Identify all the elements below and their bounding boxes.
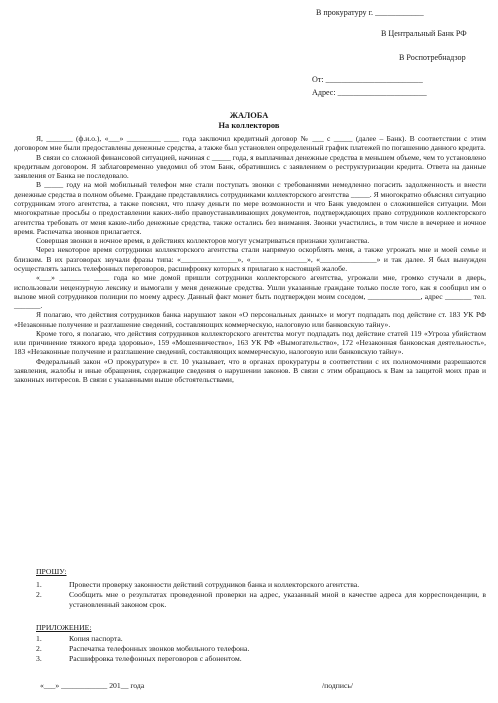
list-item-text: Копия паспорта.	[69, 634, 123, 643]
paragraph: Федеральный закон «О прокуратуре» в ст. 10 указывает, что в органах прокуратуры в соответствии с их полномочиями разрешаются заявления, жалобы и иные обращения, содержащие сведения о нарушении законов. В связи с этим обращаюсь к Вам за защитой моих прав и законных интересов. В связи с указанными выше обстоятельствами,	[14, 356, 486, 385]
paragraph: «___» ________ ____ года ко мне домой пришли сотрудники коллекторского агентства, угрожали мне, громко стучали в дверь, использовали нецензурную лексику и вымогали у меня денежные средства. Ушли указанные граждане только после того, как я сообщил им о вызове мной сотрудников полиции по моему адресу. Данный факт может быть подтвержден моим соседом, ______________, адрес _______ тел. _______.	[14, 273, 486, 311]
date-field: «___» ____________ 201__ года	[40, 681, 145, 690]
paragraph: Я, _______ (ф.и.о.), «___» _________ ____ года заключил кредитный договор № ___ с _____ (далее – Банк). В соответствии с этим договором мне были предоставлены денежные средства, а также был установлен определенный график платежей по погашению данного кредита.	[14, 134, 486, 153]
list-item	[36, 580, 486, 590]
document-subtitle: На коллекторов	[218, 121, 280, 130]
paragraph: В _____ году на мой мобильный телефон мне стали поступать звонки с требованиями немедленно погасить задолженность и внести денежные средства в полном объеме. Граждане представлялись сотрудниками коллекторского агентства _____. Я многократно объяснял ситуацию сотрудникам этого агентства, а также пояснял, что плачу деньги по мере возможности и что Банк уведомлен о сложившейся ситуации. Мои многократные просьбы о предоставлении каких-либо правоустанавливающих документов, подтверждающих право сотрудников коллекторского агентства требовать от меня какие-либо денежные средства, также остались без внимания. Звонки участились, в том числе в вечернее и ночное время. Распечатка звонков прилагается.	[14, 180, 486, 236]
list-item-number: 2.	[36, 644, 42, 653]
paragraph: Через некоторое время сотрудники коллекторского агентства стали напрямую оскорблять меня, а также угрожать мне и моей семье и близким. В их разговорах звучали фразы типа: «_______________», «_______________», «_______________» и так далее. Я был вынужден осуществлять запись телефонных переговоров, расшифровку которых я прилагаю к настоящей жалобе.	[14, 245, 486, 273]
list-item-number: 1.	[36, 634, 42, 643]
attachments-list	[36, 634, 486, 664]
attachments-heading: ПРИЛОЖЕНИЕ:	[36, 623, 92, 632]
list-item	[36, 634, 486, 644]
list-item-number: 3.	[36, 654, 42, 663]
paragraph: Я полагаю, что действия сотрудников банка нарушают закон «О персональных данных» и могут подпадать под действие ст. 183 УК РФ «Незаконные получение и разглашение сведений, составляющих коммерческую, налоговую или банковскую тайну».	[14, 310, 486, 329]
list-item-text: Сообщить мне о результатах проведенной проверки на адрес, указанный мной в качестве адреса для корреспонденции, в установленный законом срок.	[69, 590, 486, 609]
list-item-text: Распечатка телефонных звонков мобильного телефона.	[69, 644, 250, 653]
list-item-number: 1.	[36, 580, 42, 589]
addressee-prosecutor: В прокуратуру г. ____________	[316, 8, 424, 17]
list-item-text: Расшифровка телефонных переговоров с абонентом.	[69, 654, 242, 663]
list-item-number: 2.	[36, 590, 42, 599]
document-title: ЖАЛОБА	[229, 111, 269, 120]
sender-name-field: От: ________________________	[312, 75, 423, 84]
signature-field: /подпись/	[322, 681, 354, 690]
paragraph: Совершая звонки в ночное время, в действиях коллекторов могут усматриваться признаки хулиганства.	[36, 236, 370, 246]
addressee-central-bank: В Центральный Банк РФ	[381, 29, 467, 38]
sender-address-field: Адрес: ______________________	[312, 88, 427, 97]
complaint-body	[14, 134, 486, 385]
request-list	[36, 580, 486, 610]
paragraph: Кроме того, я полагаю, что действия сотрудников коллекторского агентства могут подпадать под действие статей 119 «Угроза убийством или причинение тяжкого вреда здоровью», 159 «Мошенничество», 163 УК РФ «Вымогательство», 172 «Незаконная банковская деятельность», 183 «Незаконные получение и разглашение сведений, составляющих коммерческую, налоговую или банковскую тайну».	[14, 328, 486, 357]
paragraph: В связи со сложной финансовой ситуацией, начиная с _____ года, я выплачивал денежные средства в меньшем объеме, чем то установлено кредитным договором. Я заблаговременно уведомил об этом Банк, обратившись с заявлением о реструктуризации кредита. Ответа на данные заявления от Банка не последовало.	[14, 152, 486, 181]
request-heading: ПРОШУ:	[36, 567, 67, 576]
list-item	[36, 644, 486, 654]
list-item-text: Провести проверку законности действий сотрудников банка и коллекторского агентства.	[69, 580, 360, 589]
list-item	[36, 590, 486, 610]
list-item	[36, 654, 486, 664]
addressee-rospotrebnadzor: В Роспотребнадзор	[399, 53, 466, 62]
